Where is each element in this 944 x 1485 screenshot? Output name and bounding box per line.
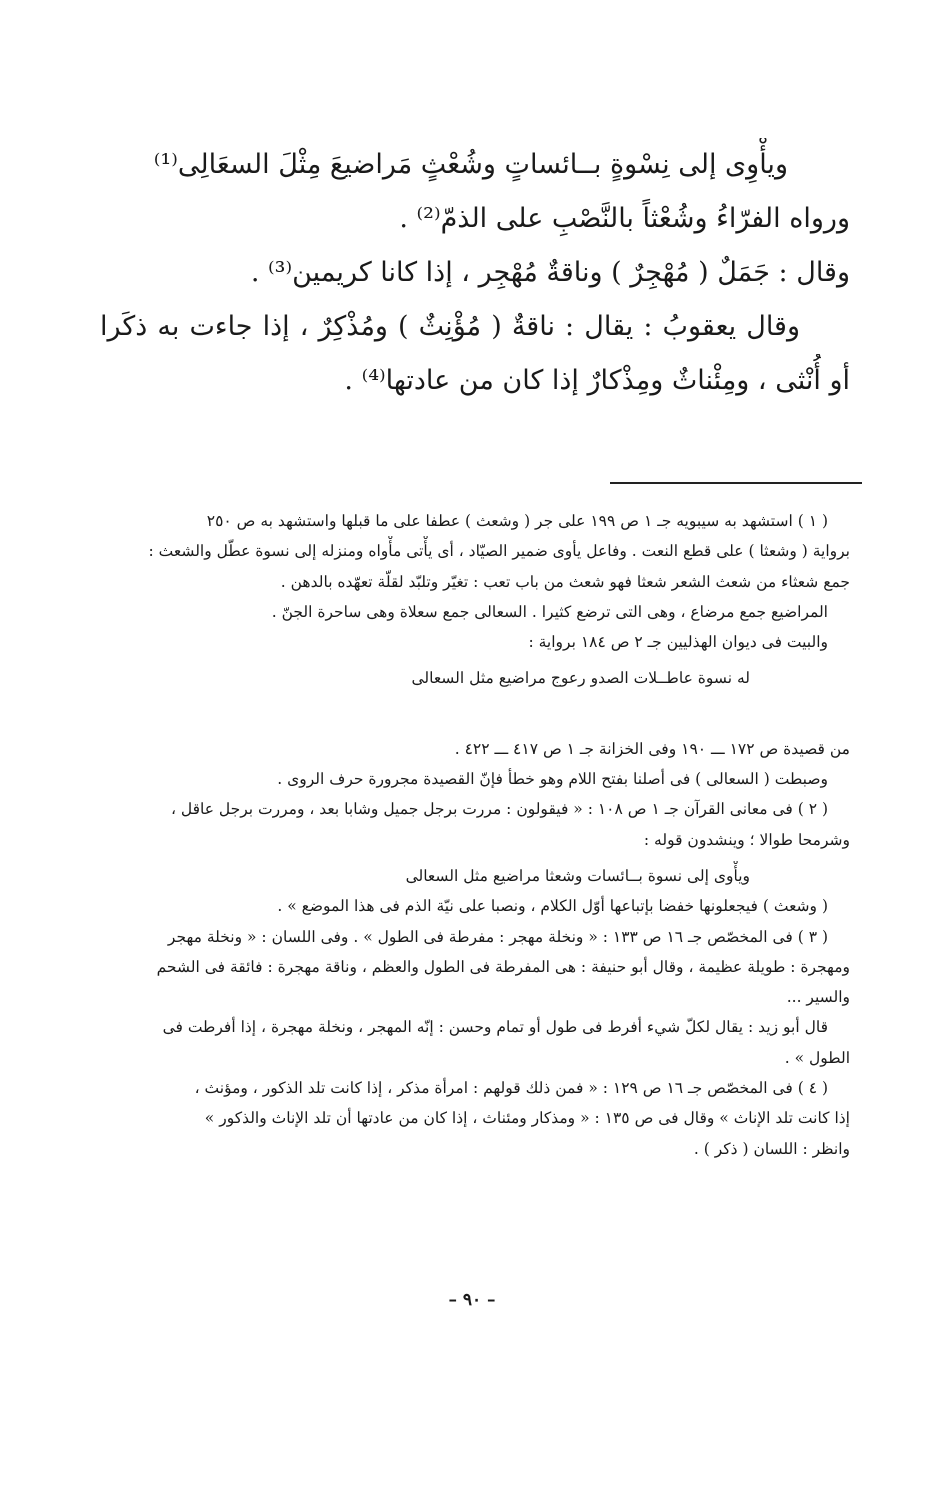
footnote-line: والبيت فى ديوان الهذليين جـ ٢ ص ١٨٤ برواية : <box>528 633 828 652</box>
main-line: وقال : جَمَلٌ ( مُهْجِرٌ ) وناقةٌ مُهْجِر ، إذا كانا كريمين⁽³⁾ . <box>250 257 850 288</box>
footnote-line: ( ٣ ) فى المخصّص جـ ١٦ ص ١٣٣ : « ونخلة مهجر : مفرطة فى الطول » . وفى اللسان : « ونخلة مهجر <box>167 927 828 946</box>
footnote-line: ( وشعث ) فيجعلونها خفضا بإتباعها أوّل الكلام ، ونصبا على نيّة الذم فى هذا الموضع » . <box>277 897 828 916</box>
footnote-line: وشرمحا طوالا ؛ وينشدون قوله : <box>643 830 850 849</box>
footnote-line: ( ١ ) استشهد به سيبويه جـ ١ ص ١٩٩ على جر ( وشعث ) عطفا على ما قبلها واستشهد به ص ٢٥٠ <box>206 512 828 530</box>
footnote-line: وانظر : اللسان ( ذكر ) . <box>693 1139 850 1158</box>
main-text <box>100 138 850 408</box>
footnote-line: ( ٢ ) فى معانى القرآن جـ ١ ص ١٠٨ : « فيقولون : مررت برجل جميل وشابا بعد ، ومررت برجل عاقل ، <box>170 800 828 819</box>
footnote-line: برواية ( وشعثا ) على قطع النعت . وفاعل يأوى ضمير الصيّاد ، أى يأْتى مأْواه ومنزله إلى نسوة عطّل والشعث : <box>148 542 850 561</box>
footnote-line: والسير ... <box>786 988 850 1007</box>
footnote-line: إذا كانت تلد الإناث » وقال فى ص ١٣٥ : « ومذكار ومئناث ، إذا كان من عادتها أن تلد الإناث والذكور » <box>204 1109 850 1128</box>
main-line: ورواه الفرّاءُ وشُعْثاً بالنَّصْبِ على الذمّ⁽²⁾ . <box>399 203 850 234</box>
footnote-line: من قصيدة ص ١٧٢ ـــ ١٩٠ وفى الخزانة جـ ١ ص ٤١٧ ـــ ٤٢٢ . <box>454 739 850 758</box>
main-line: أو أُنْثى ، ومِئْناثٌ ومِذْكارٌ إذا كان من عادتها⁽⁴⁾ . <box>344 365 850 396</box>
main-line: وقال يعقوبُ : يقال : ناقةٌ ( مُؤْنِثٌ ) ومُذْكِرٌ ، إذا جاءت به ذكَرا <box>100 311 800 342</box>
footnote-line: وصبطت ( السعالى ) فى أصلنا بفتح اللام وهو خطأ فإنّ القصيدة مجرورة حرف الروى . <box>277 770 828 789</box>
footnote-line: الطول » . <box>784 1048 850 1067</box>
footnote-line: جمع شعثاء من شعث الشعر شعثا فهو شعث من باب تعب : تغيّر وتلبّد لقلّة تعهّده بالدهن . <box>280 572 850 591</box>
footnote-verse: له نسوة عاطــلات الصدو رعوج مراضيع مثل السعالى <box>411 669 750 688</box>
footnote-line: ومهجرة : طويلة عظيمة ، وقال أبو حنيفة : هى المفرطة فى الطول والعظم ، وناقة مهجرة : فائقة فى الشحم <box>156 957 850 976</box>
footnote-line: ( ٤ ) فى المخصّص جـ ١٦ ص ١٢٩ : « فمن ذلك قولهم : امرأة مذكر ، إذا كانت تلد الذكور ، ومؤنث ، <box>194 1079 828 1098</box>
verse-line: ويأْوِى إلى نِسْوةٍ بــائساتٍ وشُعْثٍ مَراضيعَ مِثْلَ السعَالِى⁽¹⁾ <box>153 149 788 180</box>
footnote-verse: ويأْوى إلى نسوة بــائسات وشعثا مراضيع مثل السعالى <box>405 866 750 885</box>
footnote-line: قال أبو زيد : يقال لكلّ شيء أفرط فى طول أو تمام وحسن : إنّه المهجر ، ونخلة مهجرة ، إذا أفرطت فى <box>162 1018 828 1037</box>
footnotes <box>100 506 850 1164</box>
page-number: – ٩٠ – <box>448 1290 496 1310</box>
footnote-line: المراضيع جمع مرضاع ، وهى التى ترضع كثيرا . السعالى جمع سعلاة وهى ساحرة الجنّ . <box>271 602 828 621</box>
footnote-separator <box>610 482 862 484</box>
